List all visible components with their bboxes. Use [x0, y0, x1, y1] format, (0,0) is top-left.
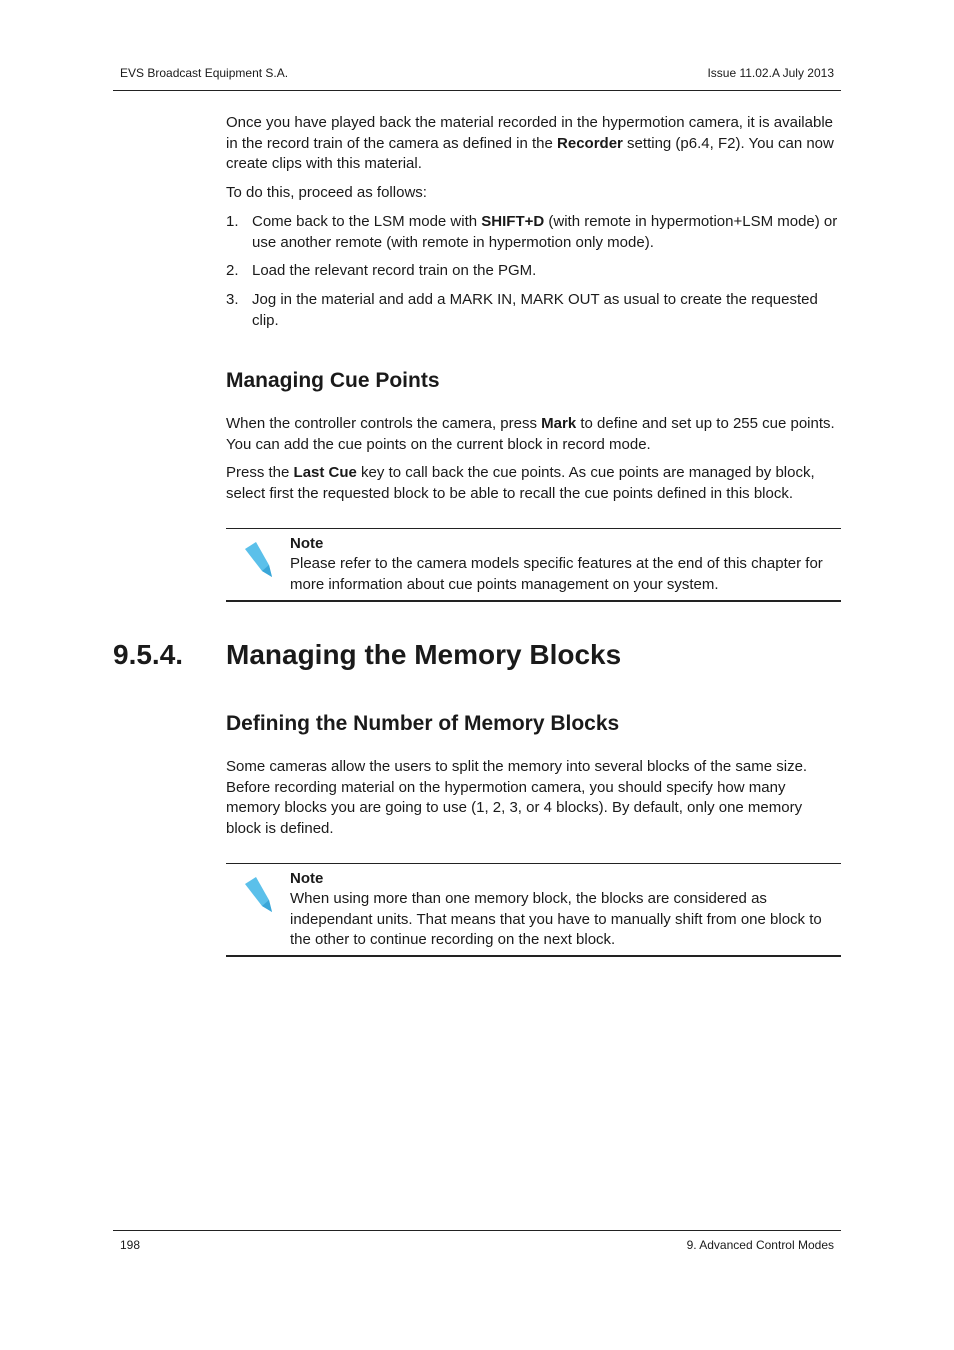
note-text: Please refer to the camera models specific features at the end of this chapter for more information about cue points management on your system. [290, 555, 823, 593]
cue-heading: Managing Cue Points [226, 369, 440, 392]
pencil-icon [242, 539, 276, 579]
note-text: When using more than one memory block, the blocks are considered as independant units. That means that you have to manually shift from one block to the other to continue recording on the next block. [290, 890, 822, 948]
page-number: 198 [120, 1238, 141, 1252]
header-issue: Issue 11.02.A July 2013 [707, 66, 834, 80]
cue-paragraph-2: Press the Last Cue key to call back the cue points. As cue points are managed by block, select first the requested block to be able to recall the cue points defined in this block. [226, 464, 815, 502]
pencil-icon [242, 874, 276, 914]
cue-paragraph-1: When the controller controls the camera, press Mark to define and set up to 255 cue points. You can add the cue points on the current block in record mode. [226, 415, 835, 453]
footer-rule [113, 1230, 841, 1231]
memory-blocks-paragraph: Some cameras allow the users to split the memory into several blocks of the same size. Before recording material on the hypermotion camera, you should specify how many memory blocks you are going to use (1, 2, 3, or 4 blocks). By default, only one memory block is defined. [226, 758, 808, 837]
section-number: 9.5.4. [113, 639, 184, 670]
memory-blocks-heading: Defining the Number of Memory Blocks [226, 712, 620, 735]
section-title: Managing the Memory Blocks [226, 639, 622, 670]
footer-chapter: 9. Advanced Control Modes [686, 1238, 834, 1252]
note-box [226, 863, 841, 957]
intro-paragraph-2: To do this, proceed as follows: [226, 184, 427, 201]
note-box [226, 528, 841, 602]
note-title: Note [290, 870, 324, 887]
note-title: Note [290, 535, 324, 552]
header-company: EVS Broadcast Equipment S.A. [120, 66, 289, 80]
header-rule [113, 90, 841, 91]
intro-paragraph: Once you have played back the material recorded in the hypermotion camera, it is available in the record train of the camera as defined in the Recorder setting (p6.4, F2). You can now create clips with this material. [226, 114, 834, 172]
